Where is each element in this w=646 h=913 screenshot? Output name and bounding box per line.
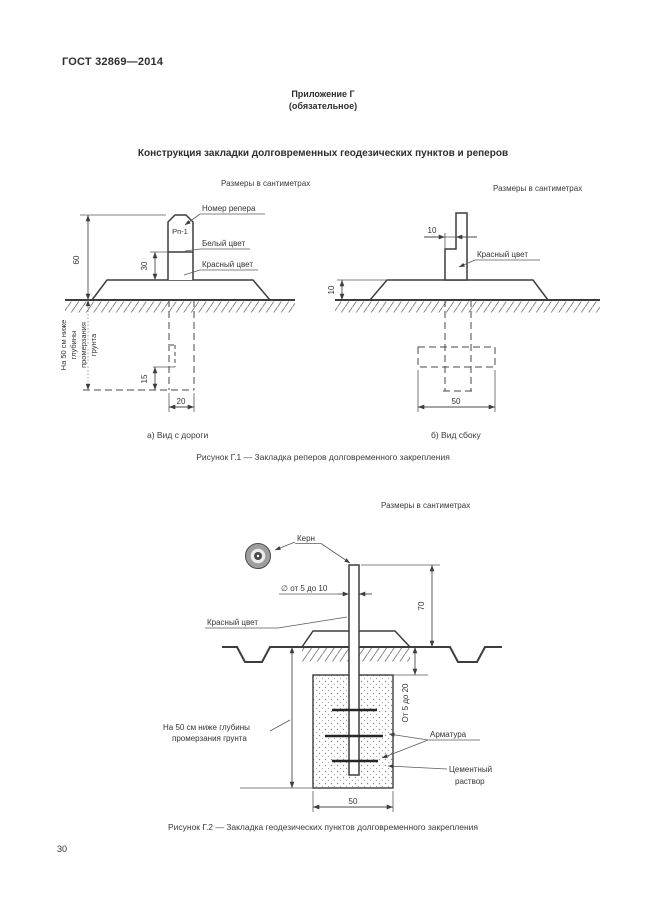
frost-note-line-1: На 50 см ниже глубины <box>163 723 250 732</box>
frost-line-4: грунта <box>89 333 98 357</box>
dim-offset-10: 10 <box>427 226 437 235</box>
ground-hatch-b <box>335 302 600 313</box>
leader-arrow <box>275 542 295 550</box>
document-number: ГОСТ 32869—2014 <box>62 56 164 68</box>
label-red-color-b: Красный цвет <box>477 250 529 259</box>
label-red-color: Красный цвет <box>202 260 254 269</box>
label-white-color: Белый цвет <box>202 239 246 248</box>
dim-20: 20 <box>176 397 186 406</box>
frost-note-line-2: промерзания грунта <box>172 734 247 743</box>
units-note-fig1b: Размеры в сантиметрах <box>493 184 583 193</box>
dim-depth: От 5 до 20 <box>401 683 410 723</box>
post-side-profile <box>445 213 467 280</box>
figure1-drawing <box>0 175 646 475</box>
dim-50-b: 50 <box>451 397 461 406</box>
leader-arrow <box>321 544 350 564</box>
post-mark-label: Рп-1 <box>172 227 188 236</box>
leader-arrow <box>389 734 428 740</box>
figure2-drawing <box>0 500 646 845</box>
label-cement-1: Цементный <box>449 765 493 774</box>
label-cement-2: раствор <box>455 777 485 786</box>
dim-70: 70 <box>417 601 426 611</box>
fig2-view <box>163 534 502 812</box>
label-diameter: ∅ от 5 до 10 <box>281 584 328 593</box>
page-title: Конструкция закладки долговременных геодезических пунктов и реперов <box>137 148 509 159</box>
pipe <box>349 565 359 775</box>
dim-60: 60 <box>72 255 81 265</box>
leader-arrow <box>388 766 447 769</box>
fig1-view-a <box>59 204 295 412</box>
appendix-heading <box>0 88 646 112</box>
frost-line-3: промерзания <box>79 322 88 368</box>
benchmark-post <box>168 215 193 280</box>
label-kern: Керн <box>297 534 315 543</box>
hidden-anchor-slab <box>418 347 495 367</box>
figure2-caption: Рисунок Г.2 — Закладка геодезических пунктов долговременного закрепления <box>167 822 479 832</box>
kern-center-point <box>257 555 259 557</box>
figure1-caption: Рисунок Г.1 — Закладка реперов долговременного закрепления <box>196 452 450 462</box>
mound-b <box>370 280 548 300</box>
label-benchmark-number: Номер репера <box>202 204 256 213</box>
dim-15: 15 <box>140 374 149 384</box>
hidden-step <box>170 345 175 367</box>
frost-depth-note <box>59 320 98 371</box>
frost-line-2: глубины <box>69 330 78 360</box>
leader-line <box>278 617 347 628</box>
leader-line <box>270 720 290 731</box>
appendix-title: Приложение Г <box>291 89 355 99</box>
dim-mound-10: 10 <box>327 285 336 295</box>
ground-hatch-a <box>65 302 295 313</box>
units-note-fig2: Размеры в сантиметрах <box>381 501 471 510</box>
dim-30: 30 <box>140 261 149 271</box>
kern-top-view <box>246 544 271 569</box>
units-note-fig1a: Размеры в сантиметрах <box>221 179 311 188</box>
appendix-note: (обязательное) <box>288 101 358 111</box>
view-b-caption: б) Вид сбоку <box>431 430 481 440</box>
hidden-post-underground <box>443 300 473 391</box>
dim-50-fig2: 50 <box>348 797 358 806</box>
page-number: 30 <box>57 844 68 854</box>
frost-line-1: На 50 см ниже <box>59 319 68 371</box>
view-a-caption: а) Вид с дороги <box>147 430 209 440</box>
label-rebar: Арматура <box>430 730 467 739</box>
label-red-color-fig2: Красный цвет <box>207 618 259 627</box>
mound-a <box>92 280 270 300</box>
fig1-view-b <box>327 213 600 412</box>
